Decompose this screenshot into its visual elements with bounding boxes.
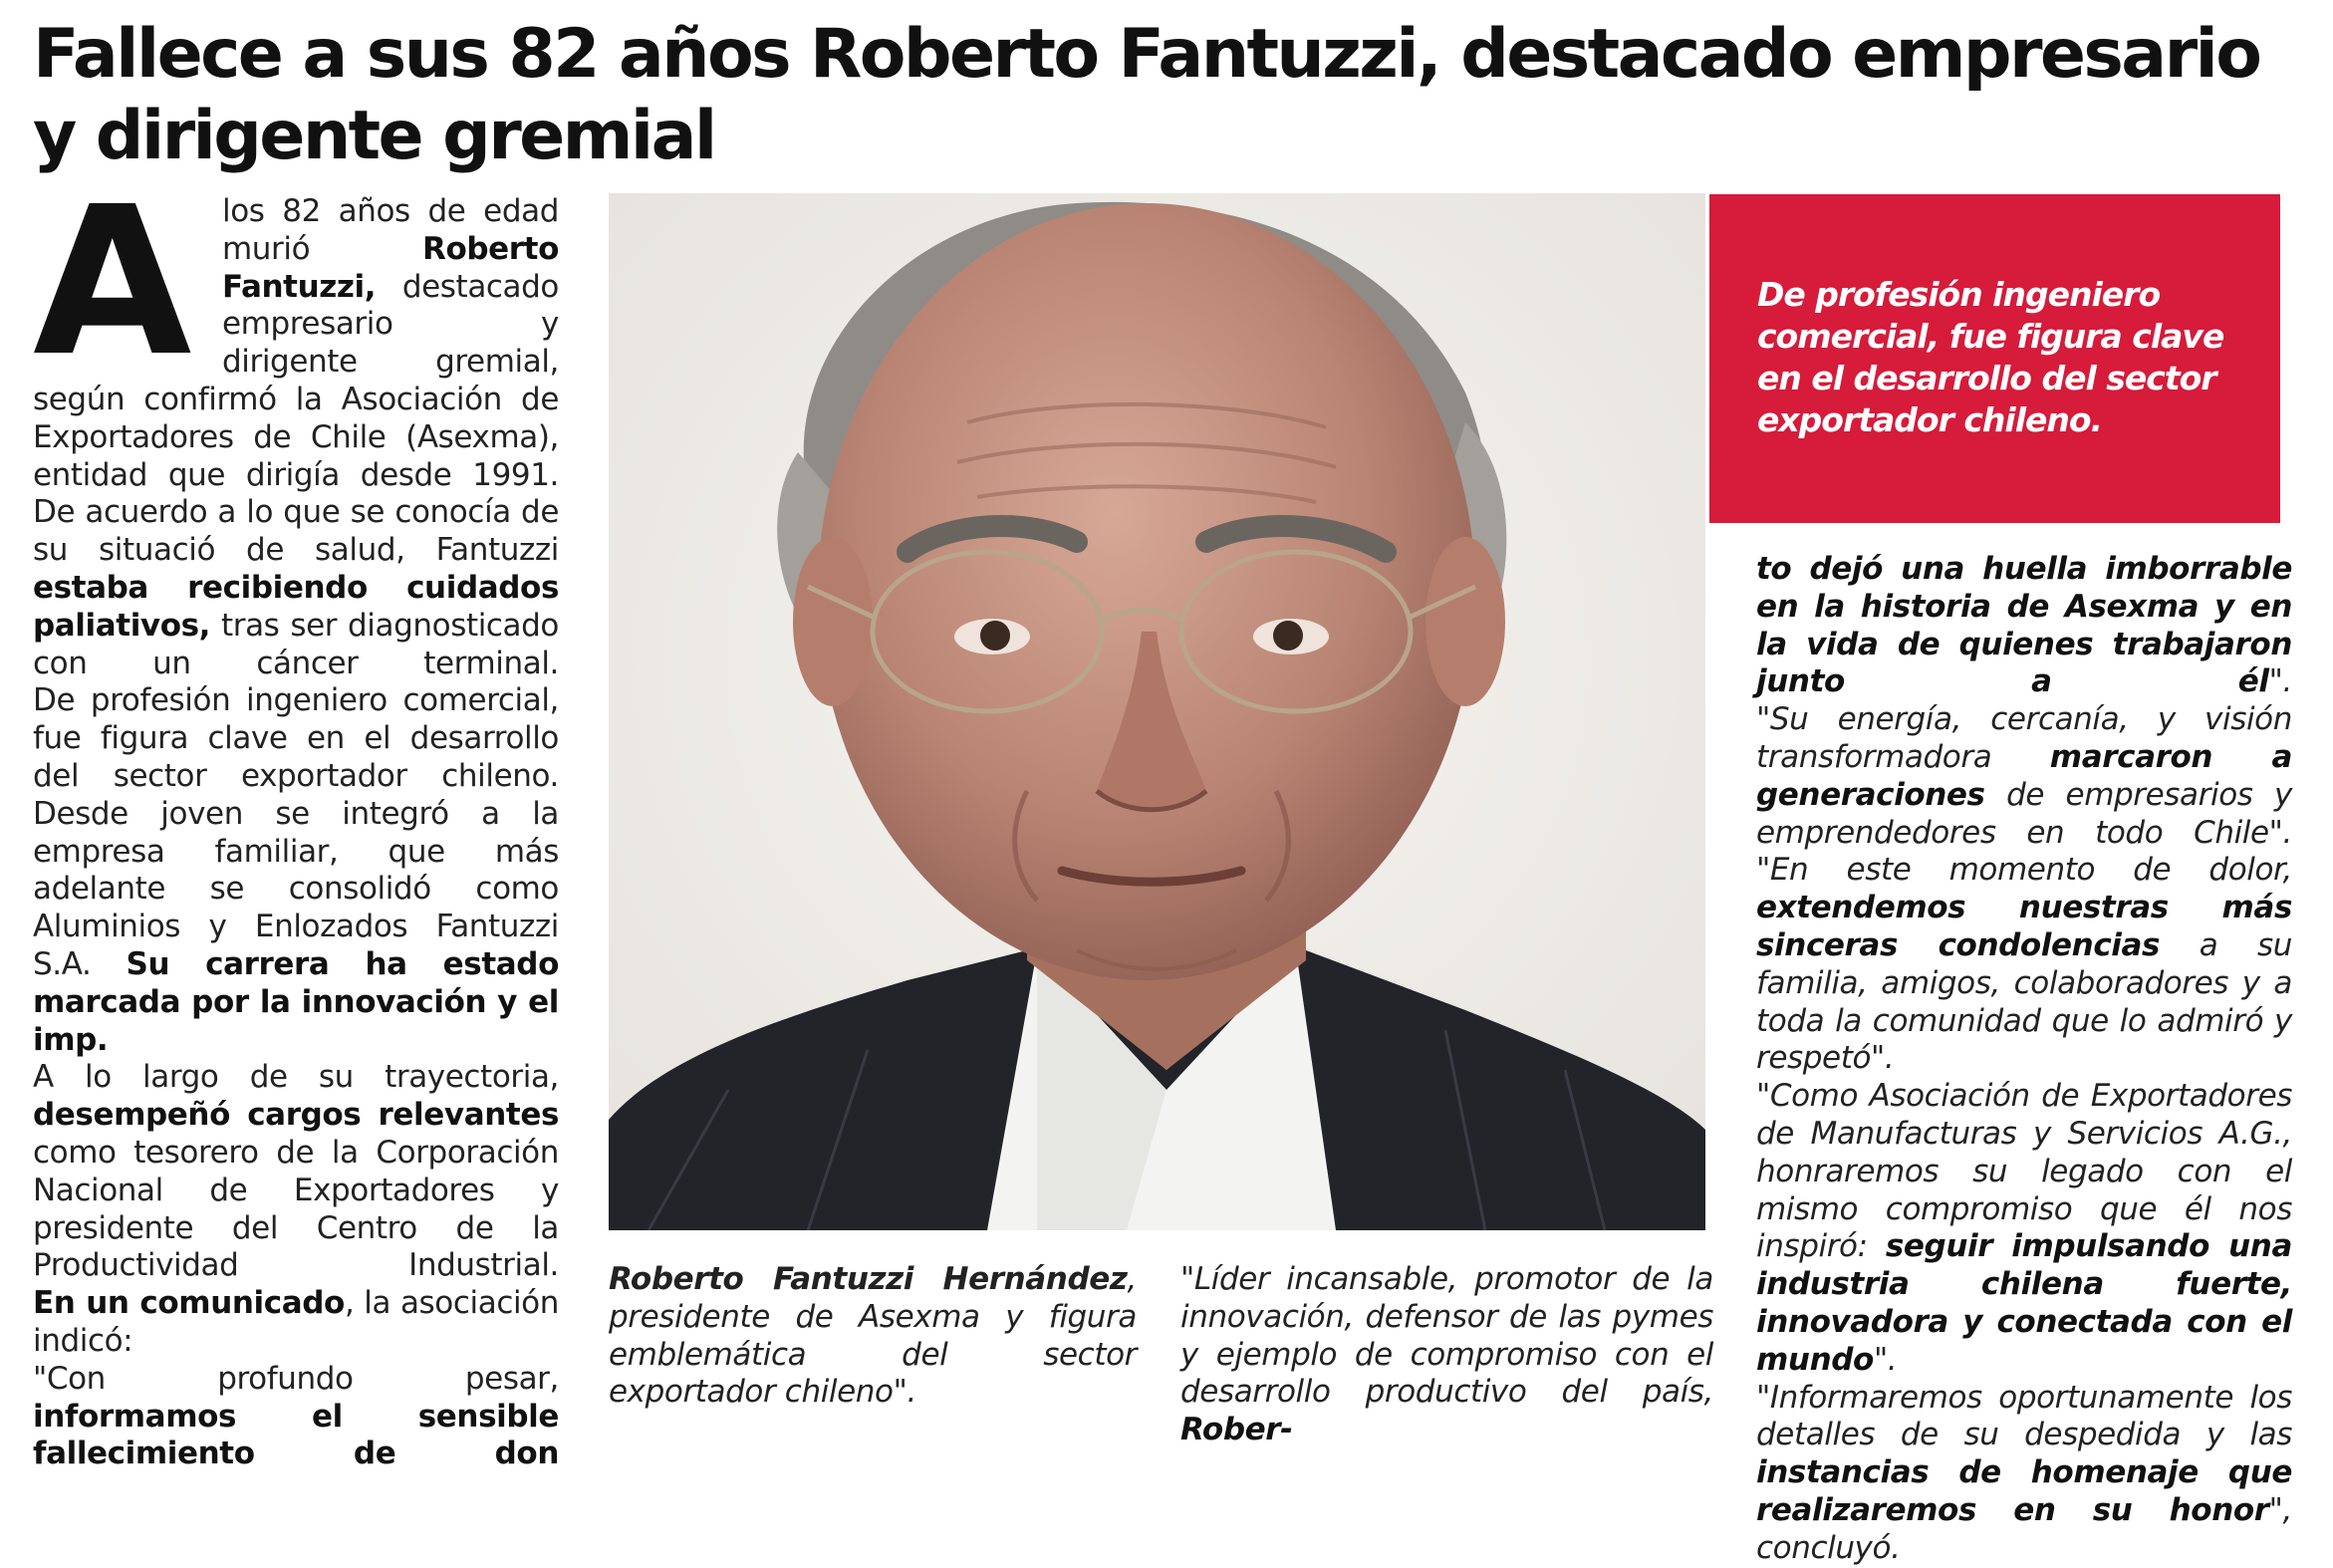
portrait-photo [609, 193, 1705, 1230]
headline: Fallece a sus 82 años Roberto Fantuzzi, destacado empresario y dirigente gremial [33, 15, 2260, 175]
paragraph: "En este momento de dolor, extendemos nuestras más sinceras condolencias a su familia, amigos, colaboradores y a toda la comunidad que lo admiró y respetó". [1756, 852, 2292, 1077]
photo-caption: Roberto Fantuzzi Hernández, presidente de Asexma y figura emblemática del sector exportador chileno". [609, 1261, 1137, 1411]
pull-quote-box [1709, 194, 2280, 523]
paragraph: A lo largo de su trayectoria, desempeñó cargos relevantes como tesorero de la Corporación Nacional de Exportadores y presidente del Centro de la Productividad Industrial. [33, 1059, 559, 1284]
paragraph: "Con profundo pesar, informamos el sensible fallecimiento de don [33, 1360, 559, 1472]
paragraph: En un comunicado, la asociación indicó: [33, 1285, 559, 1359]
paragraph: De acuerdo a lo que se conocía de su situació de salud, Fantuzzi estaba recibiendo cuidados paliativos, tras ser diagnosticado con un cáncer terminal. [33, 494, 559, 681]
pull-quote-text: De profesión ingeniero comercial, fue figura clave en el desarrollo del sector exportador chileno. [1757, 275, 2224, 439]
paragraph: "Informaremos oportunamente los detalles de su despedida y las instancias de homenaje que realizaremos en su honor", concluyó. [1756, 1379, 2292, 1566]
article-column-3 [1180, 1261, 1713, 1449]
paragraph: De profesión ingeniero comercial, fue figura clave en el desarrollo del sector exportador chileno. Desde joven se integró a la empresa familiar, que más adelante se consolidó como Aluminios y Enlozados Fantuzzi S.A. Su carrera ha estado marcada por la innovación y el imp. [33, 682, 559, 1058]
article-column-4 [1756, 551, 2292, 1568]
paragraph: "Como Asociación de Exportadores de Manufacturas y Servicios A.G., honraremos su legado con el mismo compromiso que él nos inspiró: seguir impulsando una industria chilena fuerte, innovadora y conectada con el mundo". [1756, 1078, 2292, 1378]
portrait-illustration [609, 193, 1705, 1230]
paragraph: "Líder incansable, promotor de la innovación, defensor de las pymes y ejemplo de compromiso con el desarrollo productivo del país, Rober- [1180, 1261, 1713, 1448]
paragraph: los 82 años de edad murió Roberto Fantuzzi, destacado empresario y dirigente gremial, según confirmó la Asociación de Exportadores de Chile (Asexma), entidad que dirigía desde 1991. [33, 193, 559, 493]
paragraph: "Su energía, cercanía, y visión transformadora marcaron a generaciones de empresarios y emprendedores en todo Chile". [1756, 701, 2292, 851]
article-column-1 [33, 162, 559, 1473]
drop-cap: A [33, 162, 186, 401]
paragraph: to dejó una huella imborrable en la historia de Asexma y en la vida de quienes trabajaron junto a él". [1756, 551, 2292, 700]
